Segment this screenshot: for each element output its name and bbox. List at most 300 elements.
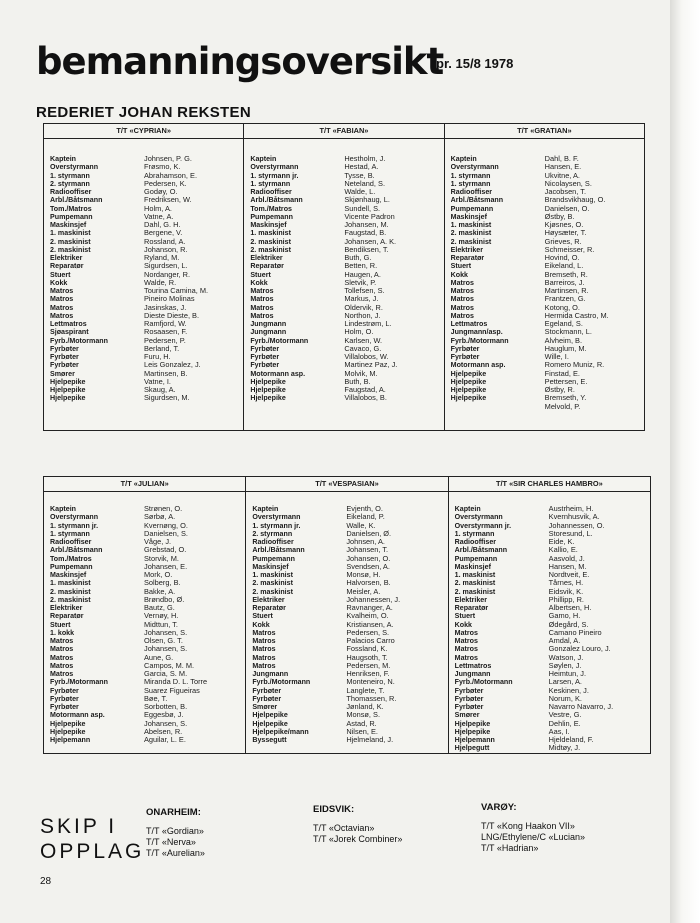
crew-role: 1. styrmann [50,171,90,180]
crew-name: Jacobsen, T. [544,187,587,196]
crew-role: Overstyrmann [50,163,99,172]
crew-role: Matros [450,295,474,304]
crew-name: Palacios Carro [346,636,395,645]
crew-role: Fyrb./Motormann [250,336,309,345]
crew-role: Maskinsjef [250,221,287,229]
crew-role: Hjelpepike [450,386,487,394]
crew-role: 1. maskinist [50,229,91,238]
crew-name: Berland, T. [144,343,180,353]
crew-name: Fredriksen, W. [144,195,192,205]
crew-name: Frøsmo, K. [144,162,181,172]
crew-name: Astad, R. [346,718,377,728]
date-label: pr. 15/8 1978 [436,56,514,71]
crew-role: Fyrbøter [50,694,79,703]
crew-name: Høysæter, T. [544,228,587,238]
crew-name: Hestholm, J. [344,154,386,163]
crew-name: Bergene, V. [144,228,183,238]
crew-role: Matros [250,311,274,320]
crew-name: Hovind, O. [544,253,580,262]
crew-role: Hjelpepike/mann [252,727,309,736]
crew-name: Våge, J. [144,537,172,546]
crew-role: Matros [450,287,474,295]
crew-role: Radiooffiser [454,538,497,546]
crew-name: Pedersen, S. [346,627,390,637]
crew-name: Aune, G. [144,652,174,662]
crew-name: Danielsen, O. [544,203,590,213]
crew-role: Kaptein [450,155,477,163]
crew-name: Walle, K. [346,520,376,530]
crew-role: Kaptein [252,505,279,513]
role-list [50,155,144,403]
crew-role: 1. styrmann jr. [252,521,301,530]
crew-name: Villalobos, B. [344,393,387,403]
crew-name: Olsen, G. T. [144,636,183,645]
crew-name: Haugen, A. [344,269,381,279]
laid-up-heading [40,814,144,864]
place-name: EIDSVIK: [313,804,355,815]
crew-name: Meisler, A. [346,586,381,596]
crew-role: Maskinsjef [50,571,87,579]
crew-name: Evjenth, O. [346,504,383,513]
crew-name: Kvalheim, O. [346,611,389,621]
ship-name: T/T «FABIAN» [244,124,443,139]
crew-role: Reparatør [252,604,286,612]
crew-name: Barreiros, J. [544,277,585,287]
crew-role: Hjelpepike [450,377,487,386]
crew-name: Wille, I. [544,352,569,361]
crew-name: Nicolaysen, S. [544,178,592,188]
crew-name: Walde, R. [144,277,177,287]
crew-role: 1. styrmann [250,179,291,188]
crew-role: Hjelpemann [454,736,495,744]
crew-list [449,492,650,753]
crew-name: Heimtun, J. [548,669,587,678]
crew-role: 1. styrmann jr. [50,521,99,530]
crew-role: Hjelpegutt [454,744,490,753]
crew-name: Holm, A. [144,203,172,213]
crew-name: Midttun, T. [144,619,178,629]
crew-role: Hjelpepike [50,394,86,403]
crew-list [445,139,644,411]
crew-name: Norum, K. [548,693,582,703]
crew-name: Thomassen, R. [346,693,397,703]
crew-name: Johansen, A. K. [344,236,397,246]
crew-name: Johansen, T. [346,545,389,555]
crew-name: Oldervik, R. [344,302,383,312]
crew-role: Matros [50,311,74,320]
crew-name: Kallio, E. [548,545,578,555]
crew-role: Lettmatros [450,320,488,328]
crew-name: Johanson, R. [144,244,188,254]
crew-name: Aasvold, J. [548,553,585,563]
laid-up-ship: T/T «Hadrian» [481,843,539,853]
crew-name: Godøy, O. [144,187,178,196]
crew-role: Radiooffiser [252,538,294,546]
crew-role: Pumpemann [50,562,93,571]
crew-role: Radiooffiser [50,188,92,196]
crew-name: Gonzalez Louro, J. [548,644,611,654]
crew-name: Brøndbo, Ø. [144,594,185,604]
crew-name: Langlete, T. [346,685,385,695]
crew-role: 1. styrmann [454,529,495,538]
crew-name: Skaug, A. [144,385,176,394]
name-list [545,155,609,411]
crew-role: Matros [252,637,276,645]
crew-role: 1. kokk [50,628,75,637]
crew-role: 1. maskinist [50,579,91,588]
role-list [252,505,346,744]
crew-role: Lettmatros [454,661,492,670]
laid-up-ship: T/T «Kong Haakon VII» [481,821,575,831]
crew-role: Matros [454,628,478,637]
crew-name: Northon, J. [344,310,381,320]
crew-name: Dahl, B. F. [544,154,579,163]
crew-name: Sundell, S. [344,203,381,213]
ship-name: T/T «CYPRIAN» [44,124,243,139]
crew-role: Matros [252,645,276,654]
crew-role: Reparatør [454,604,489,612]
crew-name: Melvold, P. [544,401,581,411]
crew-name: Leis Gonzalez, J. [144,360,201,370]
crew-role: Fyrbøter [454,694,484,703]
crew-role: Elektriker [252,595,285,604]
crew-name: Hansen, M. [548,561,587,571]
crew-role: Arbl./Båtsmann [250,196,303,205]
crew-name: Eide, K. [548,537,575,546]
crew-role: Matros [450,278,474,287]
company-heading: REDERIET JOHAN REKSTEN [36,104,251,121]
crew-role: 2. maskinist [450,237,492,246]
crew-name: Watson, J. [548,652,584,662]
crew-name: Hermida Castro, M. [544,310,609,320]
crew-name: Nordanger, R. [144,269,191,279]
crew-role: Stuert [450,262,472,271]
crew-name: Strønen, O. [144,504,183,513]
crew-name: Furu, H. [144,352,171,361]
laid-up-ship: LNG/Ethylene/C «Lucian» [481,832,586,842]
crew-name: Sigurdsen, M. [144,393,190,403]
ship-name: T/T «SIR CHARLES HAMBRO» [449,477,650,492]
crew-role: 1. maskinist [252,571,293,579]
crew-name: Navarro Navarro, J. [548,702,614,711]
crew-name: Johnsen, A. [346,537,385,546]
crew-name: Jønland, K. [346,702,384,711]
crew-role: Fyrbøter [252,694,282,703]
crew-name: Vestre, G. [548,710,582,720]
crew-name: Romero Muniz, R. [544,360,605,370]
crew-role: Radiooffiser [250,188,292,196]
ship-name: T/T «VESPASIAN» [246,477,447,492]
crew-role: Fyrbøter [454,686,484,695]
crew-name: Alvheim, B. [544,335,583,345]
crew-name: Stockmann, L. [544,327,592,337]
role-list [250,155,344,403]
crew-name: Johansen, S. [144,718,188,728]
crew-role: Pumpemann [250,212,293,221]
crew-role: Fyrbøter [50,686,79,695]
laid-up-ship: T/T «Gordian» [146,826,204,836]
crew-role: Fyrbøter [250,361,280,370]
crew-role: Stuert [50,620,71,629]
crew-name: Miranda D. L. Torre [144,677,208,687]
crew-name: Molvik, M. [344,368,378,378]
name-list [346,505,400,744]
crew-name: Bøe, T. [144,693,168,703]
crew-role: Hjelpepike [252,711,288,720]
crew-role: Fyrb./Motormann [50,336,108,345]
crew-name: Midtøy, J. [548,743,581,753]
crew-name: Betten, R. [344,261,378,271]
crew-role: Smører [454,711,480,720]
laid-up-heading-line: OPPLAG [40,840,145,863]
crew-role: 2. styrmann [50,179,90,188]
crew-name: Dahl, G. H. [144,220,181,229]
crew-name: Danielsen, S. [144,528,188,538]
crew-role: Kaptein [50,155,77,163]
crew-role: Pumpemann [450,204,494,213]
crew-role: Smører [50,369,75,378]
crew-name: Eggesbø, J. [144,710,184,720]
crew-name: Rosaasen, F. [144,327,188,337]
crew-role: Matros [450,303,474,312]
crew-role: Fyrbøter [50,344,79,353]
crew-name: Halvorsen, B. [346,578,391,588]
crew-role: Arbl./Båtsmann [252,546,305,555]
crew-role: Stuert [252,612,273,621]
ship-column [245,477,447,753]
crew-name: Buth, B. [344,376,371,386]
crew-role: Matros [50,637,74,645]
crew-role: 2. maskinist [50,237,91,246]
crew-name: Tysse, B. [344,170,375,180]
crew-table-bottom [43,476,651,754]
crew-name: Tourina Camina, M. [144,286,209,295]
crew-name: Monsø, S. [346,710,381,720]
crew-role: Hjelpepike [250,394,286,403]
crew-role: Pumpemann [454,554,498,563]
crew-role: Fyrb./Motormann [454,678,513,687]
crew-role: Fyrbøter [250,344,280,353]
crew-name: Tollefsen, S. [344,286,385,295]
crew-role: Fyrbøter [450,344,480,353]
crew-name: Johansen, S. [144,644,188,654]
crew-role: Radiooffiser [450,188,493,196]
crew-role: 2. maskinist [454,587,496,596]
crew-role: Maskinsjef [450,212,487,221]
crew-name: Bendiksen, T. [344,244,389,254]
role-list [50,505,144,744]
crew-name: Kvernhusvik, A. [548,512,600,522]
laid-up-ship: T/T «Octavian» [313,823,375,833]
crew-name: Cavaco, G. [344,343,382,353]
crew-name: Sørbø, A. [144,512,176,522]
crew-role: Reparatør [250,262,284,271]
crew-role: Fyrbøter [250,353,280,361]
crew-role: Jungmann [250,320,287,328]
crew-name: Pettersen, E. [544,376,588,386]
page-number: 28 [40,876,52,887]
crew-role: Byssegutt [252,736,287,744]
crew-role: 2. maskinist [50,595,91,604]
crew-role: 2. maskinist [450,229,492,238]
crew-role: Fyrb./Motormann [450,336,509,345]
crew-role: Matros [250,287,274,295]
crew-name: Johansen, M. [344,220,389,229]
crew-role: Arbl./Båtsmann [454,546,508,555]
crew-name: Pedersen, M. [346,660,391,670]
crew-role: Motormann asp. [450,361,506,370]
crew-role: Maskinsjef [50,221,87,229]
crew-role: Stuert [454,612,476,621]
place-name: ONARHEIM: [146,807,201,818]
role-list [455,505,549,753]
crew-role: Matros [252,628,276,637]
crew-role: Hjelpepike [50,719,86,728]
crew-name: Svendsen, A. [346,561,390,571]
crew-name: Garcia, S. M. [144,669,188,678]
crew-name: Markus, J. [344,294,379,304]
crew-name: Pedersen, K. [144,178,187,188]
crew-name: Walde, L. [344,187,376,196]
ship-column [44,477,245,753]
crew-name: Monsø, H. [346,570,381,579]
crew-name: Danielsen, Ø. [346,528,392,538]
crew-role: Hjelpepike [252,719,288,728]
crew-name: Kotong, O. [544,302,580,312]
crew-role: Elektriker [50,604,83,612]
crew-name: Aas, I. [548,726,570,736]
crew-role: Matros [50,295,74,304]
crew-name: Johnsen, P. G. [144,154,192,163]
crew-role: Reparatør [50,612,84,621]
crew-role: Pumpemann [252,554,295,563]
crew-name: Martinsen, R. [544,286,589,295]
crew-name: Austrheim, H. [548,504,594,513]
crew-role: Motormann asp. [50,711,105,720]
crew-role: Overstyrmann [252,513,301,522]
crew-name: Holm, O. [344,327,374,337]
crew-role: Hjelpemann [50,736,91,744]
laid-up-place-varoy [481,802,585,854]
crew-name: Abrahamson, E. [144,170,197,180]
crew-role: Hjelpepike [50,386,86,394]
crew-role: Fyrbøter [450,353,480,361]
crew-name: Henriksen, F. [346,669,390,678]
crew-role: Matros [450,311,474,320]
crew-name: Schmeisser, R. [544,244,595,254]
crew-name: Vernøy, H. [144,611,179,621]
crew-name: Amdal, A. [548,636,581,645]
crew-name: Keskinen, J. [548,685,589,695]
crew-role: Overstyrmann [250,163,299,172]
crew-role: Matros [50,670,74,678]
crew-role: Pumpemann [50,212,93,221]
crew-name: Suarez Figueiras [144,685,200,695]
crew-list [44,492,245,744]
crew-name: Abelsen, R. [144,726,183,736]
crew-name: Eikeland, P. [346,512,385,522]
crew-name: Bremseth, R. [544,269,588,279]
crew-role: 1. styrmann [450,179,491,188]
crew-role: 2. maskinist [250,237,291,246]
crew-name: Fossland, K. [346,644,388,654]
crew-name: Solberg, B. [144,578,181,588]
crew-name: Ødegård, S. [548,619,589,629]
crew-name: Grieves, R. [544,236,582,246]
crew-name: Villalobos, W. [344,352,389,361]
crew-name: Monteneiro, N. [346,677,395,687]
crew-role: 2. maskinist [252,587,293,596]
crew-name: Hauglum, M. [544,343,587,353]
crew-role: Jungmann [252,670,289,678]
crew-role: Smører [252,703,278,711]
crew-name: Camano Pineiro [548,627,602,637]
crew-role: Tom./Matros [50,554,92,563]
crew-role: 2. maskinist [50,245,91,254]
crew-name: Sigurdsen, L. [144,261,188,271]
crew-role: 2. styrmann [252,529,293,538]
crew-name: Johannessen, J. [346,594,401,604]
crew-role: Matros [454,637,478,645]
crew-role: 2. maskinist [252,579,293,588]
crew-name: Mork, O. [144,570,173,579]
crew-name: Sletvik, P. [344,277,377,287]
crew-name: Storesund, L. [548,528,593,538]
crew-name: Hjeldeland, F. [548,735,594,744]
crew-role: 1. styrmann jr. [250,171,299,180]
crew-name: Brandsvikhaug, O. [544,195,606,205]
crew-role: Kokk [450,270,469,279]
crew-role: Radiooffiser [50,538,92,546]
crew-role: Matros [252,653,276,662]
name-list [344,155,397,403]
crew-name: Ravnanger, A. [346,603,393,612]
crew-name: Ukvitne, A. [544,170,580,180]
crew-name: Nilsen, E. [346,726,378,736]
crew-name: Neteland, S. [344,178,386,188]
crew-role: Reparatør [450,254,485,262]
crew-name: Gamo, H. [548,611,581,621]
laid-up-ship: T/T «Aurelian» [146,848,205,858]
crew-name: Bremseth, Y. [544,393,587,403]
crew-name: Jasinskas, J. [144,302,187,312]
crew-role: Matros [250,295,274,304]
crew-role: Matros [50,653,74,662]
crew-name: Bakke, A. [144,586,176,596]
crew-name: Frantzen, G. [544,294,586,304]
crew-role: Kokk [454,620,473,629]
crew-role: 1. styrmann [450,171,491,180]
crew-role: Motormann asp. [250,369,306,378]
crew-role: Kokk [250,278,268,287]
crew-role: Maskinsjef [252,562,289,571]
crew-role: Fyrb./Motormann [252,678,311,687]
crew-name: Skjønhaug, L. [344,195,390,205]
crew-name: Østby, R. [544,385,575,394]
crew-name: Martinsen, B. [144,368,188,378]
ship-column [243,124,443,430]
crew-name: Aguilar, L. E. [144,735,186,744]
crew-role: Kaptein [50,505,77,513]
crew-name: Østby, B. [544,211,575,221]
crew-name: Grebstad, O. [144,545,187,555]
crew-role: Arbl./Båtsmann [50,196,103,205]
crew-role: Matros [50,303,74,312]
crew-name: Storvik, M. [144,553,179,563]
crew-role: Matros [50,645,74,654]
crew-role: 2. maskinist [250,245,291,254]
crew-role: Arbl./Båtsmann [50,546,103,555]
